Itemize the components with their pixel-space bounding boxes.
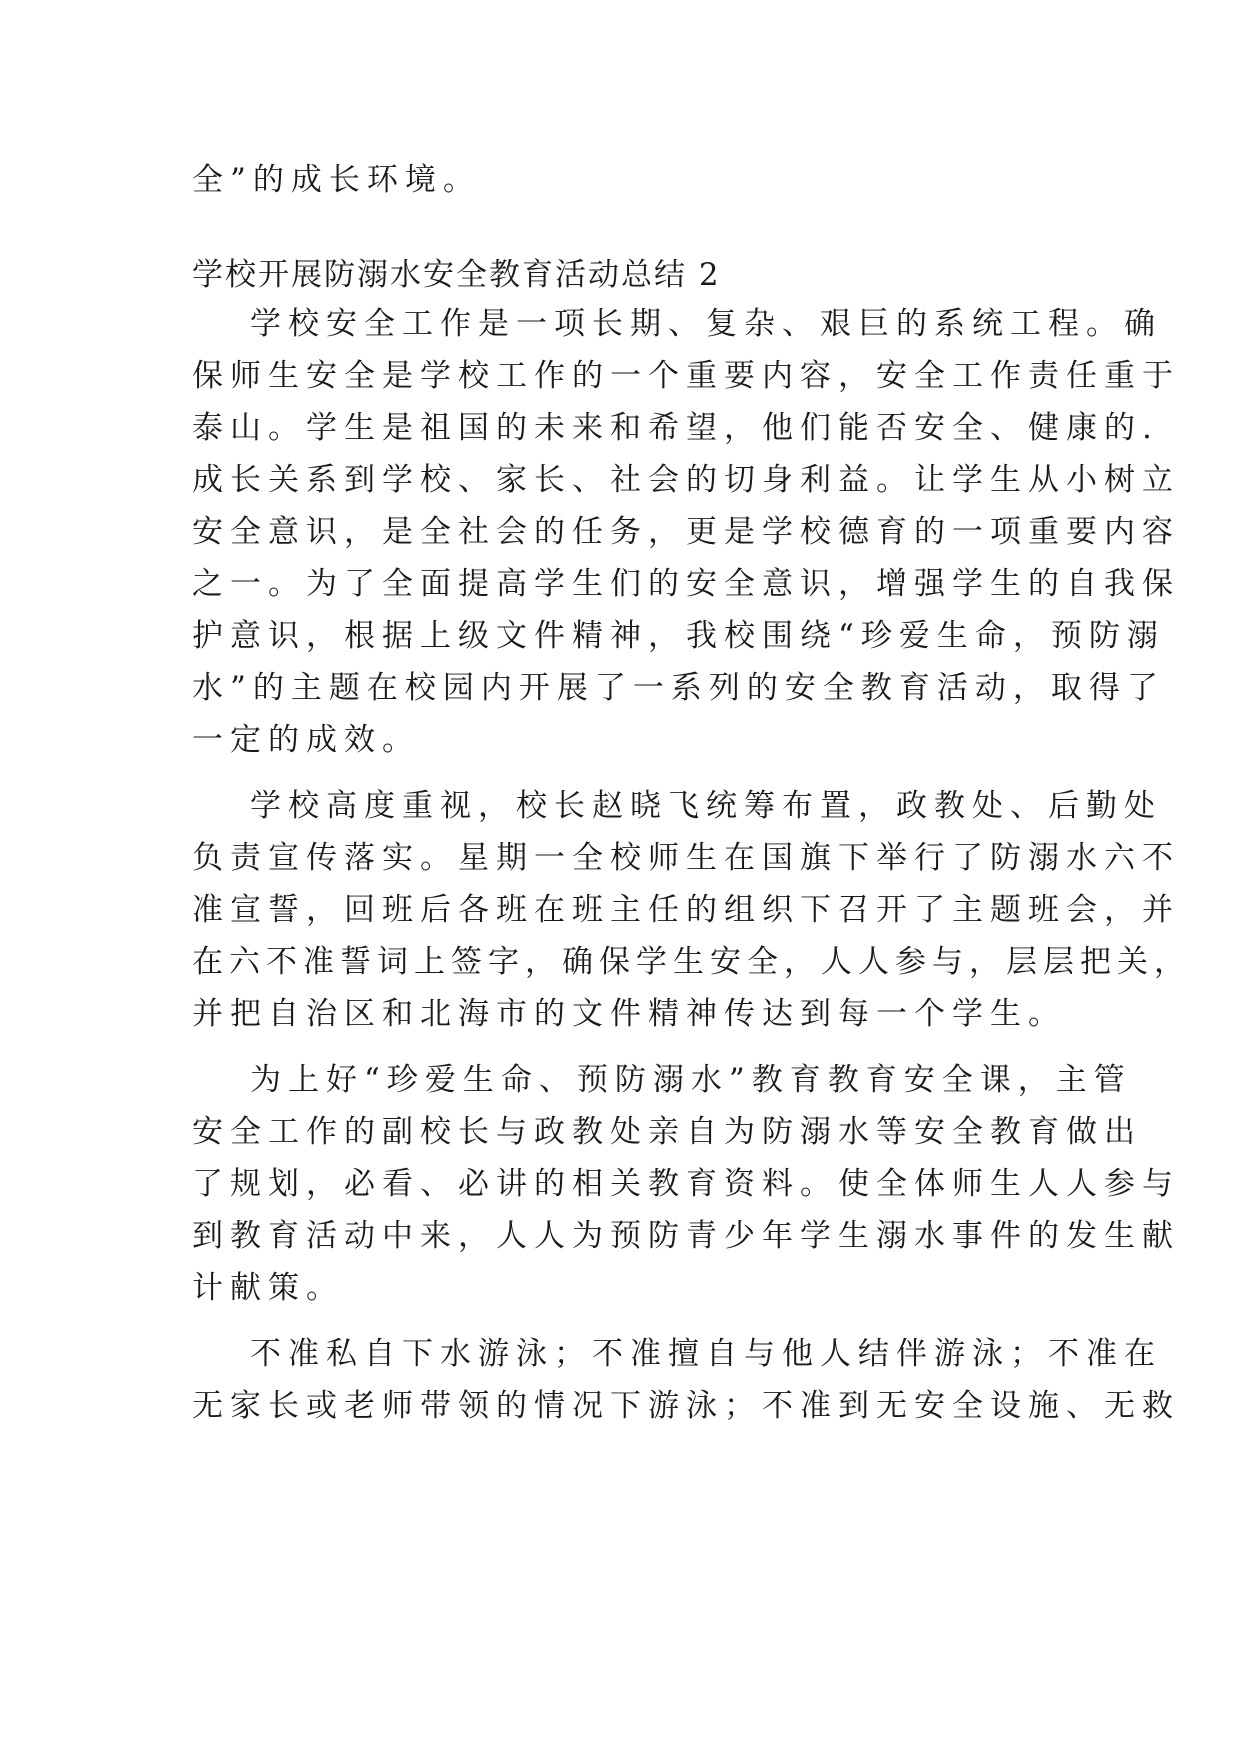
paragraph-line: 一定的成效。 [192,722,420,758]
paragraph-line: 水”的主题在校园内开展了一系列的安全教育活动，取得了 [192,670,1165,706]
paragraph-line: 安全意识，是全社会的任务，更是学校德育的一项重要内容 [192,514,1180,550]
paragraph-line: 计献策。 [192,1270,344,1306]
paragraph-line: 并把自治区和北海市的文件精神传达到每一个学生。 [192,996,1066,1032]
paragraph-line: 为上好“珍爱生命、预防溺水”教育教育安全课，主管 [250,1062,1132,1098]
paragraph-line: 学校安全工作是一项长期、复杂、艰巨的系统工程。确 [250,306,1162,342]
section-title: 学校开展防溺水安全教育活动总结 2 [192,257,721,293]
paragraph-line: 安全工作的副校长与政教处亲自为防溺水等安全教育做出 [192,1114,1142,1150]
paragraph-line: 成长关系到学校、家长、社会的切身利益。让学生从小树立 [192,462,1180,498]
paragraph-line: 准宣誓，回班后各班在班主任的组织下召开了主题班会，并 [192,892,1180,928]
paragraph-line: 学校高度重视，校长赵晓飞统筹布置，政教处、后勤处 [250,788,1162,824]
paragraph-line: 负责宣传落实。星期一全校师生在国旗下举行了防溺水六不 [192,840,1180,876]
paragraph-line: 保师生安全是学校工作的一个重要内容，安全工作责任重于 [192,358,1180,394]
paragraph-line: 无家长或老师带领的情况下游泳；不准到无安全设施、无救 [192,1388,1180,1424]
paragraph-line: 之一。为了全面提高学生们的安全意识，增强学生的自我保 [192,566,1180,602]
paragraph-line: 护意识，根据上级文件精神，我校围绕“珍爱生命，预防溺 [192,618,1165,654]
paragraph-line: 到教育活动中来，人人为预防青少年学生溺水事件的发生献 [192,1218,1180,1254]
paragraph-line: 不准私自下水游泳；不准擅自与他人结伴游泳；不准在 [250,1336,1162,1372]
paragraph-line: 了规划，必看、必讲的相关教育资料。使全体师生人人参与 [192,1166,1180,1202]
paragraph-line: 在六不准誓词上签字，确保学生安全，人人参与，层层把关， [192,944,1191,980]
paragraph-line: 泰山。学生是祖国的未来和希望，他们能否安全、健康的. [192,410,1159,446]
carryover-line: 全”的成长环境。 [192,162,481,198]
